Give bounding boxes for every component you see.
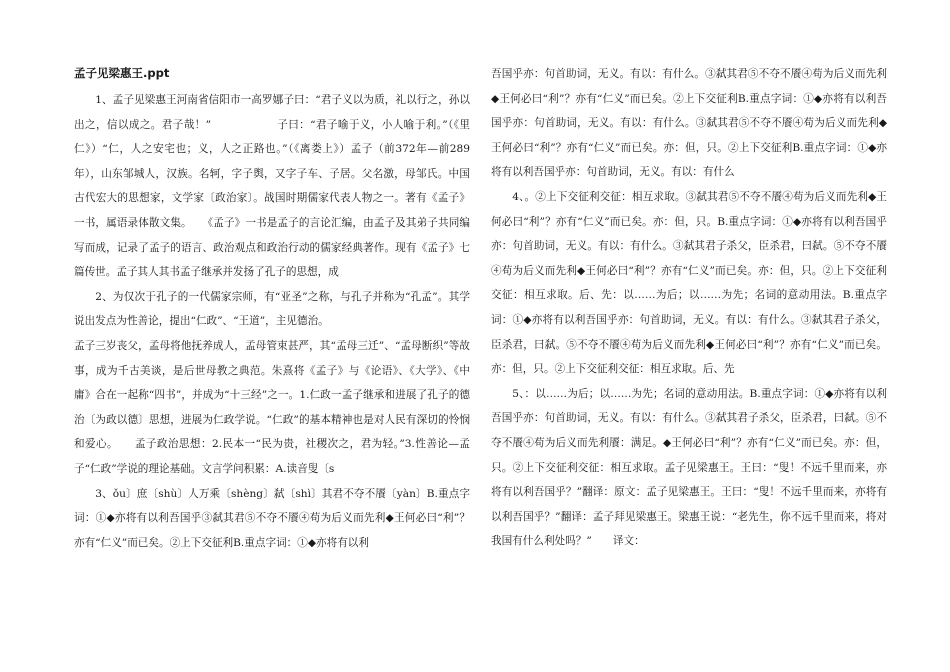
- right-column: [491, 62, 887, 554]
- paragraph-1: 1、孟子见梁惠王河南省信阳市一高罗娜子曰：“君子义以为质，礼以行之，孙以出之，信以成之。君子哉！” 子曰：“君子喻于义，小人喻于利。”（《里仁》）“仁，人之安宅也；义，人之正路也。”（《离娄上》）孟子（前372年—前289年），山东邹城人，汉族。名轲，字子舆，又字子车、子居。父名激，母邹氏。中国古代宏大的思想家，文学家〔政治家〕。战国时期儒家代表人物之一。著有《孟子》一书，属语录体散文集。 《孟子》一书是孟子的言论汇编，由孟子及其弟子共同编写而成，记录了孟子的语言、政治观点和政治行动的儒家经典著作。现有《孟子》七篇传世。孟子其人其书孟子继承并发扬了孔子的思想，成: [74, 94, 470, 279]
- paragraph-4: 4、。②上下交征利交征：相互求取。③弑其君⑤不夺不餍④苟为后义而先利◆王何必曰“利”？亦有“仁义”而已矣。亦：但，只。B.重点字词：①◆亦将有以利吾国乎亦：句首助词，无义。有以：有什么。③弑其君子杀父，臣杀君，曰弑。⑤不夺不餍④苟为后义而先利◆王何必曰“利”？亦有“仁义”而已矣。亦：但，只。②上下交征利交征：相互求取。后、先：以……为后；以……为先；名词的意动用法。B.重点字词：①◆亦将有以利吾国乎亦：句首助词，无义。有以：有什么。③弑其君子杀父，臣杀君，曰弑。⑤不夺不餍④苟为后义而先利◆王何必曰“利”？亦有“仁义”而已矣。亦：但，只。②上下交征利交征：相互求取。后、先: [491, 190, 887, 376]
- paragraph-3-continued: 吾国乎亦：句首助词，无义。有以：有什么。③弑其君⑤不夺不餍④苟为后义而先利◆王何必曰“利”？亦有“仁义”而已矣。②上下交征利B.重点字词：①◆亦将有以利吾国乎亦：句首助词，无义。有以：有什么。③弑其君⑤不夺不餍④苟为后义而先利◆王何必曰“利”？亦有“仁义”而已矣。亦：但，只。②上下交征利B.重点字词：①◆亦将有以利吾国乎亦：句首助词，无义。有以：有什么: [491, 68, 887, 179]
- paragraph-2: 2、为仅次于孔子的一代儒家宗师，有“亚圣”之称，与孔子并称为“孔孟”。其学说出发点为性善论，提出“仁政”、“王道”，主见德治。: [74, 290, 470, 328]
- paragraph-5: 5、：以……为后；以……为先；名词的意动用法。B.重点字词：①◆亦将有以利吾国乎亦：句首助词，无义。有以：有什么。③弑其君子杀父，臣杀君，曰弑。⑤不夺不餍④苟为后义而先利餍：满足。◆王何必曰“利”？亦有“仁义”而已矣。亦：但，只。②上下交征利交征：相互求取。孟子见梁惠王。王曰：“叟！不远千里而来，亦将有以利吾国乎？”翻译：原文：孟子见梁惠王。王曰：“叟！不远千里而来，亦将有以利吾国乎？”翻译：孟子拜见梁惠王。梁惠王说：“老先生，你不远千里而来，将对我国有什么利处吗？” 译文：: [491, 387, 887, 548]
- document-title: 孟子见梁惠王.ppt: [74, 66, 170, 80]
- paragraph-3: 3、ǒu〕庶〔shù〕人万乘〔shèng〕弑〔shì〕其君不夺不餍〔yàn〕B.重点字词：①◆亦将有以利吾国乎③弑其君⑤不夺不餍④苟为后义而先利◆王何必曰“利”？亦有“仁义”而已矣。②上下交征利B.重点字词：①◆亦将有以利: [74, 487, 470, 549]
- left-column: [74, 62, 470, 555]
- paragraph-2-continued: 孟子三岁丧父，孟母将他抚养成人，孟母管束甚严，其“孟母三迁”、“孟母断织”等故事，成为千古美谈，是后世母教之典范。朱熹将《孟子》与《论语》、《大学》、《中庸》合在一起称“四书”，并成为“十三经”之一。1.仁政一孟子继承和进展了孔子的德治〔为政以德〕思想，进展为仁政学说。“仁政”的基本精神也是对人民有深切的怜悯和爱心。 孟子政治思想：2.民本一“民为贵，社稷次之，君为轻。”3.性善论—孟子“仁政”学说的理论基础。文言学问积累：A.读音叟〔s: [74, 339, 470, 475]
